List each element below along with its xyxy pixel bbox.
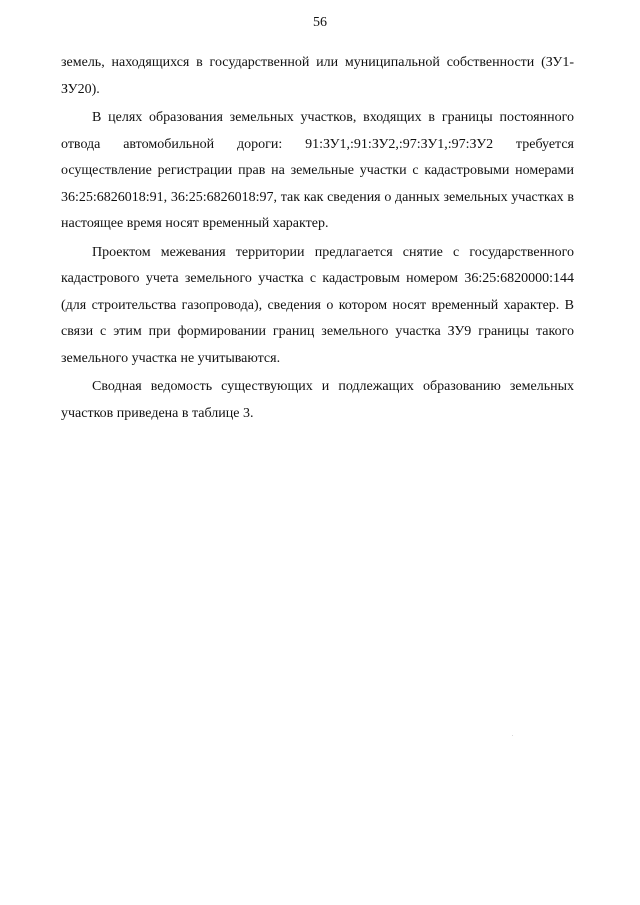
paragraph-3: Проектом межевания территории предлагается снятие с государственного кадастрового учета земельного участка с кадастровым номером 36:25:6820000:144 (для строительства газопровода), сведения о котором носят временный характер. В связи с этим при формировании границ земельного участка ЗУ9 границы такого земельного участка не учитываются.	[61, 244, 574, 366]
paragraph-1: земель, находящихся в государственной или муниципальной собственности (ЗУ1- ЗУ20).	[61, 55, 574, 97]
paragraph-4: Сводная ведомость существующих и подлежащих образованию земельных участков приведена в таблице 3.	[61, 379, 574, 421]
body-text	[61, 50, 574, 429]
page-number: 56	[313, 15, 327, 30]
paragraph-2: В целях образования земельных участков, входящих в границы постоянного отвода автомобильной дороги: 91:ЗУ1,:91:ЗУ2,:97:ЗУ1,:97:ЗУ2 требуется осуществление регистрации прав на земельные участки с кадастровыми номерами 36:25:6826018:91, 36:25:6826018:97, так как сведения о данных земельных участках в настоящее время носят временный характер.	[61, 110, 574, 231]
scan-speck	[512, 735, 513, 736]
